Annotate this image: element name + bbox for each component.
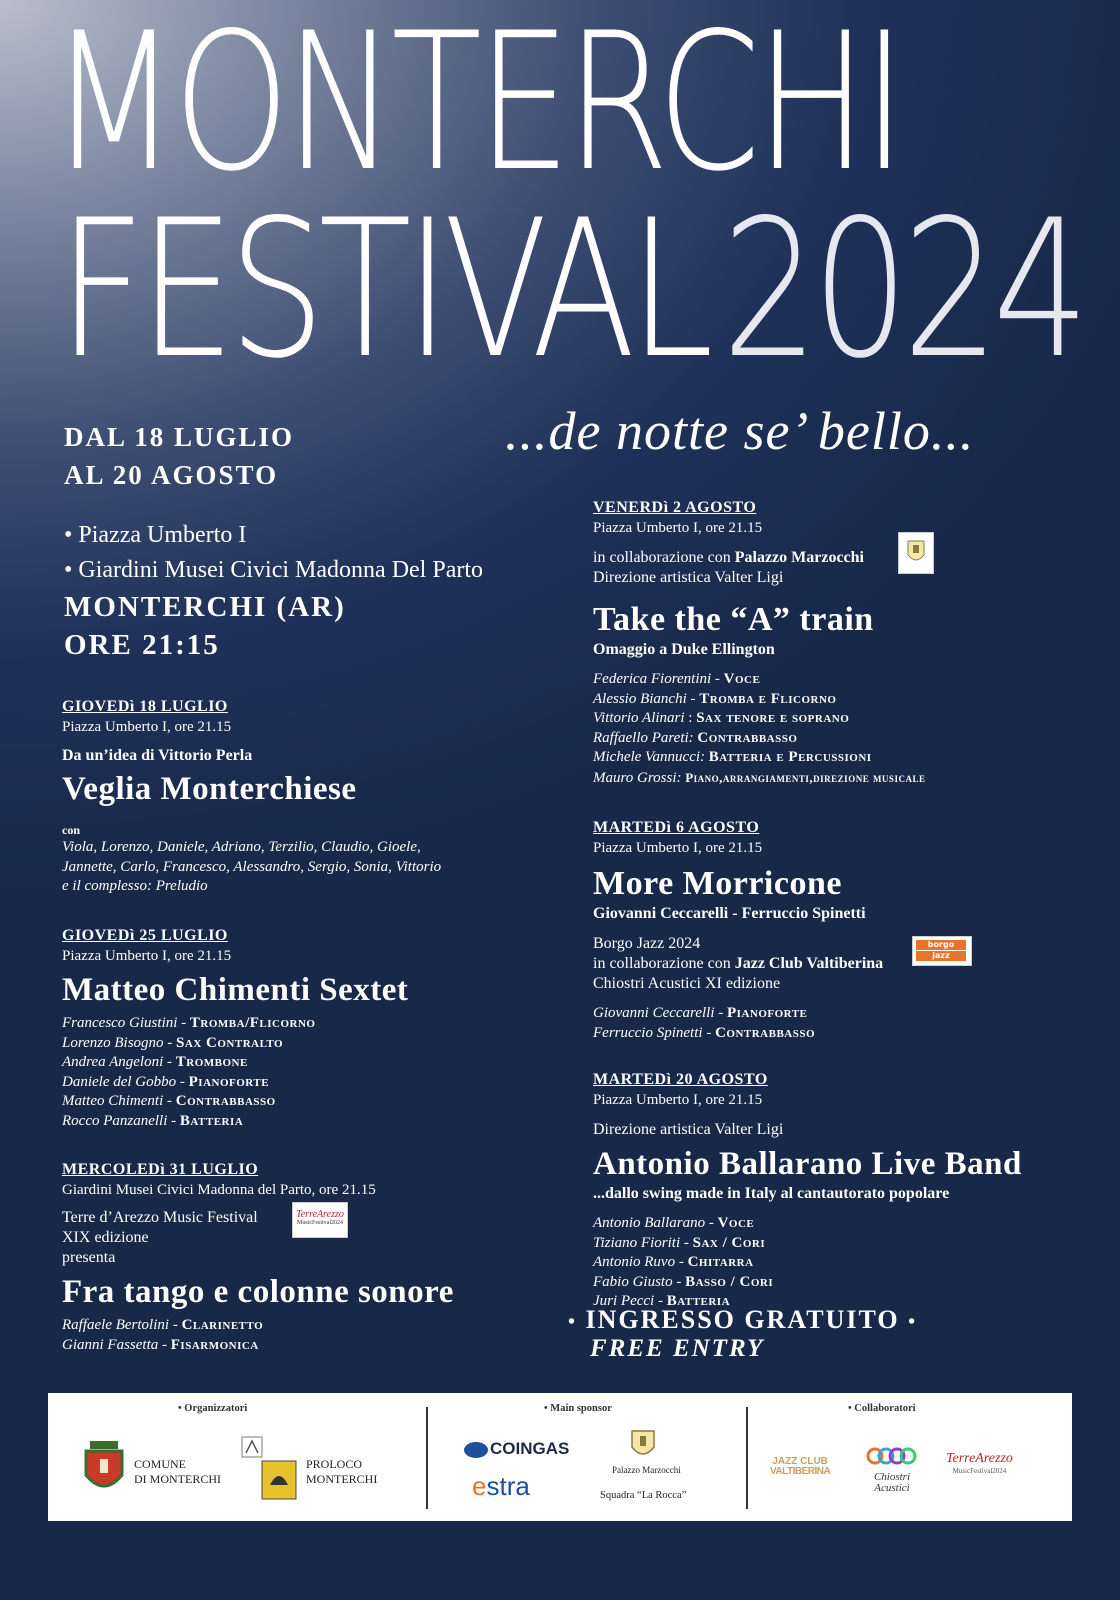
event-veglia [62,697,542,897]
event-tango [62,1160,542,1355]
event-note: Chiostri Acustici XI edizione [593,975,781,992]
performer-row: Andrea Angeloni - Trombone [62,1054,248,1070]
event-place: Giardini Musei Civici Madonna del Parto, ore 21.15 [62,1182,376,1198]
organizers-title: • Organizzatori [178,1403,248,1414]
event-title: Take the “A” train [593,601,874,638]
event-place: Piazza Umberto I, ore 21.15 [593,520,763,536]
event-date: MARTEDì 6 AGOSTO [593,819,760,836]
event-date: MERCOLEDì 31 LUGLIO [62,1161,259,1178]
borgo-jazz-logo: borgo jazz [912,936,972,966]
event-chimenti [62,926,542,1131]
performer-row: Antonio Ballarano - Voce [593,1215,755,1231]
main-sponsor-title: • Main sponsor [544,1403,612,1414]
venue-item: • Giardini Musei Civici Madonna Del Parto [64,557,484,583]
event-names: Jannette, Carlo, Francesco, Alessandro, Sergio, Sonia, Vittorio [62,858,442,875]
squadra-label: Squadra “La Rocca” [600,1490,687,1501]
event-note: Direzione artistica Valter Ligi [593,569,784,586]
venues-list [64,518,483,588]
event-subtitle: ...dallo swing made in Italy al cantautorato popolare [593,1185,950,1202]
performer-row: Raffaele Bertolini - Clarinetto [62,1317,264,1333]
festival-word: FESTIVAL [58,179,708,400]
palazzo-marzocchi-logo [898,532,934,574]
event-date: MARTEDì 20 AGOSTO [593,1071,768,1088]
city: MONTERCHI (AR) [64,591,346,623]
event-date: VENERDì 2 AGOSTO [593,499,757,516]
event-with-label: con [62,823,80,837]
comune-crest-icon [80,1439,128,1499]
start-time: ORE 21:15 [64,629,220,661]
dates-line1: DAL 18 LUGLIO [64,422,295,452]
performer-row: Mauro Grossi: Piano,arrangiamenti,direzione musicale [593,769,926,786]
event-date: GIOVEDì 18 LUGLIO [62,698,228,715]
free-entry [568,1305,917,1363]
performer-row: Tiziano Fioriti - Sax / Cori [593,1234,766,1251]
performer-row: Francesco Giustini - Tromba/Flicorno [62,1015,316,1031]
event-title: Antonio Ballarano Live Band [593,1146,1022,1182]
free-entry-italian: • INGRESSO GRATUITO • [568,1305,918,1334]
performer-row: Ferruccio Spinetti - Contrabbasso [593,1024,816,1041]
terre-arezzo-sponsor-logo: TerreArezzo MusicFestival2024 [946,1451,1013,1475]
chiostri-circles-icon [866,1445,918,1467]
divider [426,1407,428,1509]
performer-row: Antonio Ruvo - Chitarra [593,1254,754,1270]
performer-row: Matteo Chimenti - Contrabbasso [62,1093,276,1109]
performer-row: Gianni Fassetta - Fisarmonica [62,1336,259,1353]
city-time [64,588,346,664]
festival-year: 2024 [721,179,1083,400]
event-note: presenta [62,1249,116,1266]
comune-label: COMUNE DI MONTERCHI [134,1457,221,1486]
event-note: XIX edizione [62,1229,149,1246]
event-note: Terre d’Arezzo Music Festival [62,1209,258,1226]
event-title: More Morricone [593,865,842,902]
event-names: Viola, Lorenzo, Daniele, Adriano, Terzilio, Claudio, Gioele, [62,839,421,855]
event-note: in collaborazione con Palazzo Marzocchi [593,549,864,566]
performer-row: Juri Pecci - Batteria [593,1293,731,1309]
dates-line2: AL 20 AGOSTO [64,460,279,490]
coingas-logo: COINGAS [464,1439,569,1459]
performer-row: Daniele del Gobbo - Pianoforte [62,1073,270,1090]
event-names: e il complesso: Preludio [62,878,208,894]
festival-dates [64,418,294,494]
performer-row: Rocco Panzanelli - Batteria [62,1112,244,1129]
event-place: Piazza Umberto I, ore 21.15 [62,948,232,964]
performer-row: Michele Vannucci: Batteria e Percussioni [593,749,872,765]
free-entry-english: FREE ENTRY [590,1335,765,1362]
performer-row: Raffaello Pareti: Contrabbasso [593,729,798,746]
venue-item: • Piazza Umberto I [64,522,247,548]
tagline: ...de notte se’ bello... [505,401,975,461]
festival-title-line1: MONTERCHI [50,0,902,213]
palazzo-label: Palazzo Marzocchi [612,1465,681,1475]
performer-row: Alessio Bianchi - Tromba e Flicorno [593,690,837,707]
terre-arezzo-logo: TerreArezzo MusicFestival2024 [292,1202,348,1238]
chiostri-acustici-logo: Chiostri Acustici [866,1445,918,1494]
performer-row: Federica Fiorentini - Voce [593,671,761,687]
performer-row: Fabio Giusto - Basso / Cori [593,1273,774,1290]
event-place: Piazza Umberto I, ore 21.15 [593,1092,763,1108]
divider [746,1407,748,1509]
event-atrain [593,498,1073,788]
event-credit: Da un’idea di Vittorio Perla [62,747,253,764]
festival-title-line2 [58,179,1083,400]
event-note: Direzione artistica Valter Ligi [593,1121,784,1138]
performer-row: Vittorio Alinari : Sax tenore e soprano [593,710,850,726]
proloco-logo-icon [240,1435,300,1501]
event-title: Fra tango e colonne sonore [62,1274,454,1310]
collaborators-title: • Collaboratori [848,1403,916,1414]
sponsor-bar [48,1393,1072,1521]
event-subtitle: Omaggio a Duke Ellington [593,641,775,658]
event-title: Matteo Chimenti Sextet [62,972,409,1008]
event-ballarano [593,1070,1073,1312]
jazz-club-logo: JAZZ CLUB VALTIBERINA [770,1456,831,1477]
event-subtitle: Giovanni Ceccarelli - Ferruccio Spinetti [593,905,866,922]
estra-logo: estra [472,1471,530,1501]
event-note: in collaborazione con Jazz Club Valtiberina [593,955,884,972]
proloco-label: PROLOCO MONTERCHI [306,1457,378,1486]
event-morricone [593,818,1073,1043]
performer-row: Giovanni Ceccarelli - Pianoforte [593,1005,808,1021]
event-note: Borgo Jazz 2024 [593,935,701,952]
palazzo-crest-icon [628,1427,658,1463]
coingas-icon [464,1442,488,1458]
event-place: Piazza Umberto I, ore 21.15 [593,840,763,856]
performer-row: Lorenzo Bisogno - Sax Contralto [62,1034,284,1051]
event-place: Piazza Umberto I, ore 21.15 [62,719,232,735]
event-title: Veglia Monterchiese [62,771,357,807]
event-date: GIOVEDì 25 LUGLIO [62,927,228,944]
